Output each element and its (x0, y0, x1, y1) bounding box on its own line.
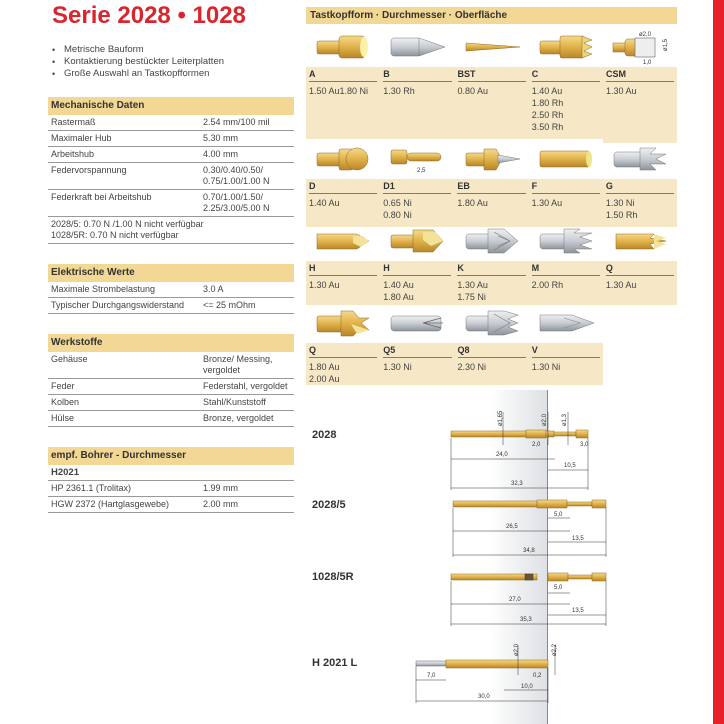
table-header: Mechanische Daten (48, 97, 294, 115)
table-header: Elektrische Werte (48, 264, 294, 282)
row-key: Kolben (51, 397, 80, 407)
svg-text:2,5: 2,5 (417, 167, 426, 174)
svg-text:1,0: 1,0 (643, 59, 652, 65)
tip-value: 0.65 Ni (383, 198, 412, 208)
tip-value: 1.30 Au (605, 280, 637, 290)
svg-text:ø2,0: ø2,0 (639, 31, 652, 38)
row-key: Typischer Durchgangswiderstand (51, 300, 185, 310)
probe-label-1028-5r: 1028/5R (312, 571, 354, 583)
row-key: Maximale Strombelastung (51, 284, 156, 294)
svg-text:ø1,5: ø1,5 (663, 38, 670, 51)
svg-text:0,2: 0,2 (533, 673, 542, 679)
row-value: <= 25 mOhm (203, 300, 256, 310)
row-value: 1.99 mm (203, 483, 239, 493)
tip-name: H (309, 261, 377, 276)
tip-value: 1.50 Rh (605, 210, 638, 220)
table-subheader: H2021 (48, 465, 294, 481)
probe-label-2028: 2028 (312, 429, 337, 441)
tip-value: 0.80 Ni (383, 210, 412, 220)
tip-value: 1.40 Au (383, 280, 414, 290)
tip-value: 1.30 Ni (383, 362, 412, 372)
row-value: 0.70/1.00/1.50/ 2.25/3.00/5.00 N (203, 192, 270, 213)
tip-name: A (309, 67, 377, 82)
row-key: Federkraft bei Arbeitshub (51, 192, 152, 202)
svg-text:26,5: 26,5 (506, 524, 518, 530)
tip-name: Q8 (458, 343, 526, 358)
tip-name: D1 (383, 179, 451, 194)
tip-value: 1.30 Ni (605, 198, 635, 208)
row-key: Federvorspannung (51, 165, 127, 175)
tip-name: CSM (606, 67, 674, 82)
feature-item: • Große Auswahl an Tastkopfformen (52, 68, 224, 80)
row-key: Hülse (51, 413, 75, 423)
tip-value: 0.80 Au (457, 86, 489, 96)
tip-name: B (383, 67, 451, 82)
tip-value: 1.30 Ni (531, 362, 561, 372)
row-value: 5.30 mm (203, 133, 239, 143)
table-header: Werkstoffe (48, 334, 294, 352)
svg-text:ø1,3: ø1,3 (562, 413, 568, 426)
row-key: Feder (51, 381, 75, 391)
note-line: 2028/5: 0.70 N /1.00 N nicht verfügbar (51, 219, 204, 229)
tip-value: 1.30 Au (457, 280, 488, 290)
tip-name: Q (309, 343, 377, 358)
tip-name: Q5 (383, 343, 451, 358)
feature-item: • Kontaktierung bestückter Leiterplatten (52, 56, 224, 68)
row-value: 2.00 mm (203, 499, 239, 509)
row-value: Stahl/Kunststoff (203, 397, 266, 407)
svg-text:24,0: 24,0 (496, 452, 508, 458)
tip-name: G (606, 179, 674, 194)
row-key: HP 2361.1 (Trolitax) (51, 483, 132, 493)
row-key: HGW 2372 (Hartglasgewebe) (51, 499, 170, 509)
row-value: 0.30/0.40/0.50/ 0.75/1.00/1.00 N (203, 165, 270, 186)
tip-value: 1.30 Au (531, 198, 563, 208)
tip-name: D (309, 179, 377, 194)
svg-text:13,5: 13,5 (572, 608, 584, 614)
svg-text:30,0: 30,0 (478, 694, 490, 700)
probe-label-h2021l: H 2021 L (312, 657, 358, 669)
svg-text:ø2,0: ø2,0 (542, 413, 548, 426)
note-line: 1028/5R: 0.70 N nicht verfügbar (51, 230, 179, 240)
row-key: Maximaler Hub (51, 133, 112, 143)
page-title: Serie 2028 • 1028 (52, 2, 246, 29)
svg-text:3,0: 3,0 (580, 442, 589, 448)
svg-text:32,3: 32,3 (511, 481, 523, 487)
svg-text:10,0: 10,0 (521, 684, 533, 690)
tip-name: Q (606, 261, 674, 276)
tip-value: 1.80 Au (309, 362, 340, 372)
tip-name: K (457, 261, 525, 276)
tip-value: 1.30 Au (606, 86, 637, 96)
table-header: empf. Bohrer - Durchmesser (48, 447, 294, 465)
feature-item: • Metrische Bauform (52, 44, 224, 56)
tip-value: 2.00 Rh (531, 280, 564, 290)
svg-text:7,0: 7,0 (427, 673, 436, 679)
tip-name: M (532, 261, 600, 276)
row-value: Federstahl, vergoldet (203, 381, 288, 391)
tip-value: 1.80 Rh (531, 98, 564, 108)
svg-text:ø2,0: ø2,0 (514, 643, 520, 656)
tip-section-header: Tastkopfform · Durchmesser · Oberfläche (306, 7, 603, 24)
tip-value: 2.00 Au (309, 374, 340, 384)
tip-value: 1.30 Au (309, 280, 340, 290)
tip-name: V (532, 343, 600, 358)
tip-value: 1.75 Ni (457, 292, 486, 302)
svg-text:2,0: 2,0 (532, 442, 541, 448)
row-key: Rastermaß (51, 117, 96, 127)
svg-text:13,5: 13,5 (572, 536, 584, 542)
row-key: Gehäuse (51, 354, 88, 364)
svg-text:35,3: 35,3 (520, 617, 532, 623)
svg-text:34,8: 34,8 (523, 548, 535, 554)
svg-text:10,5: 10,5 (564, 463, 576, 469)
row-key: Arbeitshub (51, 149, 95, 159)
svg-text:5,0: 5,0 (554, 512, 563, 518)
svg-text:27,0: 27,0 (509, 597, 521, 603)
row-value: Bronze/ Messing, vergoldet (203, 354, 273, 375)
tip-value: 1.80 Au (457, 198, 488, 208)
row-value: 4.00 mm (203, 149, 239, 159)
tip-name: EB (457, 179, 525, 194)
tip-value: 1.80 Au (383, 292, 414, 302)
tip-value: 1.40 Au (531, 86, 563, 96)
tip-name: H (383, 261, 451, 276)
row-value: 2.54 mm/100 mil (203, 117, 270, 127)
tip-value: 1.30 Rh (383, 86, 415, 96)
tip-name: BST (458, 67, 526, 82)
row-value: Bronze, vergoldet (203, 413, 274, 423)
tip-value: 3.50 Rh (531, 122, 564, 132)
svg-text:ø2,2: ø2,2 (552, 643, 558, 656)
tip-value: 2.50 Rh (531, 110, 564, 120)
svg-text:5,0: 5,0 (554, 585, 563, 591)
tip-value: 1.50 Au1.80 Ni (309, 86, 369, 96)
tip-name: C (532, 67, 600, 82)
tip-value: 1.40 Au (309, 198, 340, 208)
tip-name: F (532, 179, 600, 194)
tip-value: 2.30 Ni (457, 362, 487, 372)
row-value: 3.0 A (203, 284, 224, 294)
probe-label-2028-5: 2028/5 (312, 499, 346, 511)
svg-text:ø1,65: ø1,65 (498, 410, 504, 426)
